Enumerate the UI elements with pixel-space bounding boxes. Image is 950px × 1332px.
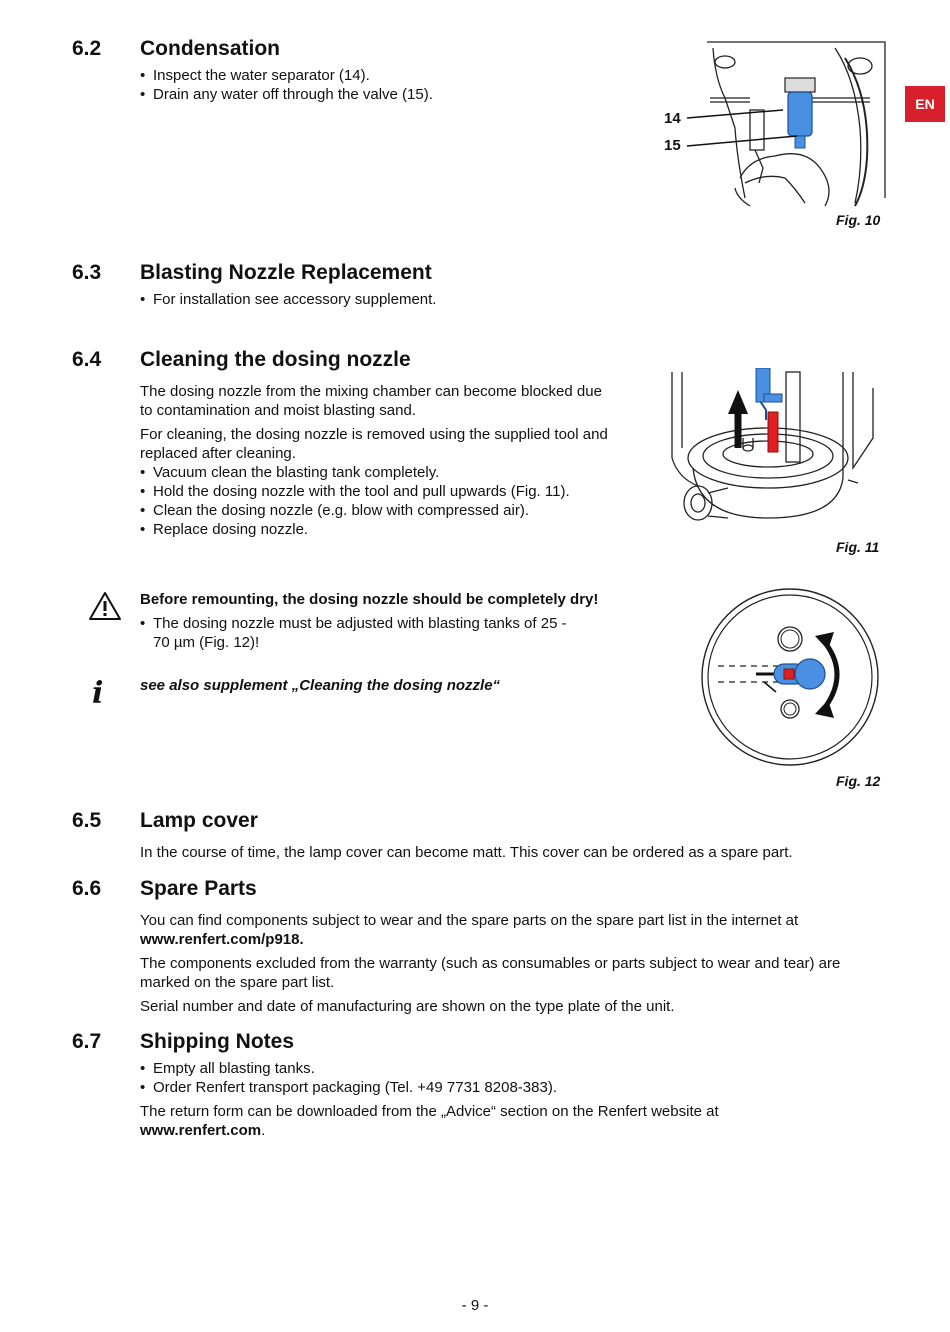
section-6-5-number: 6.5 [72,809,102,832]
list-item: • Vacuum clean the blasting tank completely. [140,463,610,482]
figure-11-dosing-nozzle [668,368,888,538]
list-item: • The dosing nozzle must be adjusted with blasting tanks of 25 - 70 µm (Fig. 12)! [140,614,570,652]
list-item: • Hold the dosing nozzle with the tool and pull upwards (Fig. 11). [140,482,610,501]
section-6-6-body [140,911,890,1021]
paragraph: The components excluded from the warranty (such as consumables or parts subject to wear and tear) are marked on the spare part list. [140,955,841,991]
callout-15: 15 [664,137,681,154]
list-item: • Inspect the water separator (14). [140,66,620,85]
info-text: see also supplement „Cleaning the dosing nozzle“ [140,677,501,694]
list-item: • Replace dosing nozzle. [140,520,610,539]
paragraph [140,911,890,949]
list-item: • For installation see accessory supplement. [140,290,620,309]
paragraph: For cleaning, the dosing nozzle is removed using the supplied tool and replaced after cleaning. [140,426,608,462]
section-6-7-title: Shipping Notes [140,1030,294,1053]
figure-12-nozzle-adjustment [698,584,888,774]
section-6-2-body [140,66,620,104]
section-6-3-body [140,290,620,309]
callout-14: 14 [664,110,681,127]
section-6-4-title: Cleaning the dosing nozzle [140,348,411,371]
paragraph-text: The return form can be downloaded from the „Advice“ section on the Renfert website at [140,1103,719,1120]
section-6-5-title: Lamp cover [140,809,258,832]
figure-10-caption: Fig. 10 [836,212,881,228]
section-6-3-title: Blasting Nozzle Replacement [140,261,432,284]
section-6-7-number: 6.7 [72,1030,102,1053]
section-6-4-body [140,382,610,539]
section-6-4-number: 6.4 [72,348,102,371]
page-number: - 9 - [461,1297,489,1314]
section-6-2-number: 6.2 [72,37,102,60]
renfert-website-link[interactable]: www.renfert.com [140,1122,262,1139]
section-6-5-body: In the course of time, the lamp cover can become matt. This cover can be ordered as a spare part. [140,844,793,861]
language-tab: EN [905,86,945,122]
link-suffix: . [261,1122,266,1139]
spare-parts-link[interactable]: www.renfert.com/p918. [140,931,304,948]
paragraph-text: You can find components subject to wear and the spare parts on the spare part list in the internet at [140,912,799,929]
section-6-3-number: 6.3 [72,261,102,284]
section-6-6-title: Spare Parts [140,877,257,900]
warning-title: Before remounting, the dosing nozzle should be completely dry! [140,591,599,608]
list-item: • Drain any water off through the valve (15). [140,85,620,104]
paragraph [140,1102,780,1140]
list-item: • Empty all blasting tanks. [140,1059,780,1078]
section-6-2-title: Condensation [140,37,280,60]
figure-12-caption: Fig. 12 [836,773,881,789]
figure-10-water-separator [655,38,890,213]
section-6-7-body [140,1059,780,1145]
list-item: • Clean the dosing nozzle (e.g. blow with compressed air). [140,501,610,520]
figure-11-caption: Fig. 11 [836,539,880,555]
section-6-6-number: 6.6 [72,877,102,900]
warning-icon [88,590,122,622]
paragraph: Serial number and date of manufacturing are shown on the type plate of the unit. [140,998,675,1015]
list-item: • Order Renfert transport packaging (Tel. +49 7731 8208-383). [140,1078,780,1097]
info-icon: i [92,676,104,711]
warning-body [140,614,570,652]
paragraph: The dosing nozzle from the mixing chamber can become blocked due to contamination and moist blasting sand. [140,383,602,419]
